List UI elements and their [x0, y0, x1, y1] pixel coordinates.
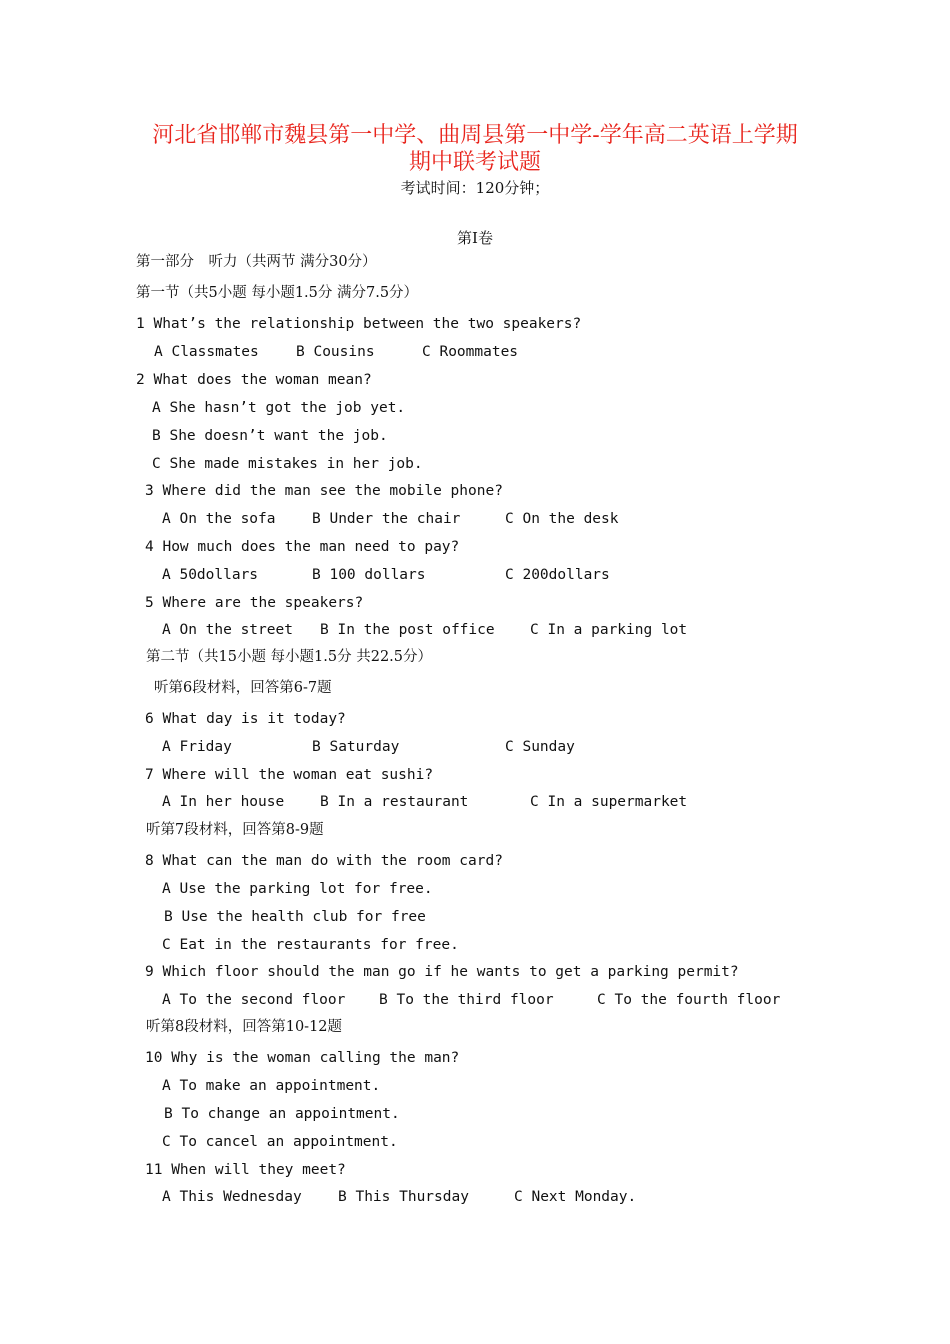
q11-option-a: A This Wednesday: [162, 1189, 302, 1205]
q1-option-c: C Roommates: [422, 344, 519, 360]
question-1: 1 What’s the relationship between the two speakers?: [136, 316, 582, 332]
q5-option-a: A On the street: [162, 622, 293, 638]
q5-option-c: C In a parking lot: [530, 622, 688, 638]
q11-option-c: C Next Monday.: [514, 1189, 637, 1205]
q2-option-b: B She doesn’t want the job.: [152, 428, 388, 444]
exam-time: 考试时间：120分钟；: [400, 179, 550, 197]
q4-option-c: C 200dollars: [505, 567, 610, 583]
q3-option-c: C On the desk: [505, 511, 619, 527]
question-3: 3 Where did the man see the mobile phone?: [145, 483, 503, 499]
q7-option-a: A In her house: [162, 794, 285, 810]
volume-label: 第I卷: [457, 229, 493, 247]
q7-option-c: C In a supermarket: [530, 794, 688, 810]
document-title-line1: 河北省邯郸市魏县第一中学、曲周县第一中学-学年高二英语上学期: [152, 123, 798, 148]
question-10: 10 Why is the woman calling the man?: [145, 1050, 460, 1066]
question-2: 2 What does the woman mean?: [136, 372, 372, 388]
section1-heading: 第一节（共5小题 每小题1.5分 满分7.5分）: [136, 285, 419, 301]
material-7-instruction: 听第7段材料，回答第8-9题: [146, 822, 324, 838]
q10-option-a: A To make an appointment.: [162, 1078, 381, 1094]
q1-option-a: A Classmates: [154, 344, 259, 360]
material-8-instruction: 听第8段材料，回答第10-12题: [146, 1019, 343, 1035]
document-title-line2: 期中联考试题: [408, 150, 541, 175]
q9-option-b: B To the third floor: [379, 992, 554, 1008]
q8-option-c: C Eat in the restaurants for free.: [162, 937, 459, 953]
q5-option-b: B In the post office: [320, 622, 495, 638]
question-9: 9 Which floor should the man go if he wants to get a parking permit?: [145, 964, 739, 980]
q7-option-b: B In a restaurant: [320, 794, 469, 810]
material-6-instruction: 听第6段材料，回答第6-7题: [154, 680, 332, 696]
question-8: 8 What can the man do with the room card?: [145, 853, 503, 869]
q11-option-b: B This Thursday: [338, 1189, 469, 1205]
q10-option-c: C To cancel an appointment.: [162, 1134, 398, 1150]
q3-option-b: B Under the chair: [312, 511, 461, 527]
q2-option-a: A She hasn’t got the job yet.: [152, 400, 406, 416]
q9-option-a: A To the second floor: [162, 992, 346, 1008]
q6-option-b: B Saturday: [312, 739, 400, 755]
q2-option-c: C She made mistakes in her job.: [152, 456, 423, 472]
section2-heading: 第二节（共15小题 每小题1.5分 共22.5分）: [146, 649, 433, 665]
question-4: 4 How much does the man need to pay?: [145, 539, 460, 555]
q8-option-a: A Use the parking lot for free.: [162, 881, 433, 897]
q10-option-b: B To change an appointment.: [164, 1106, 400, 1122]
q6-option-a: A Friday: [162, 739, 232, 755]
q8-option-b: B Use the health club for free: [164, 909, 426, 925]
question-11: 11 When will they meet?: [145, 1162, 346, 1178]
question-7: 7 Where will the woman eat sushi?: [145, 767, 434, 783]
question-6: 6 What day is it today?: [145, 711, 346, 727]
q1-option-b: B Cousins: [296, 344, 375, 360]
part1-heading: 第一部分 听力（共两节 满分30分）: [136, 254, 377, 270]
q4-option-a: A 50dollars: [162, 567, 259, 583]
question-5: 5 Where are the speakers?: [145, 595, 364, 611]
q9-option-c: C To the fourth floor: [597, 992, 781, 1008]
q4-option-b: B 100 dollars: [312, 567, 426, 583]
q6-option-c: C Sunday: [505, 739, 575, 755]
q3-option-a: A On the sofa: [162, 511, 276, 527]
